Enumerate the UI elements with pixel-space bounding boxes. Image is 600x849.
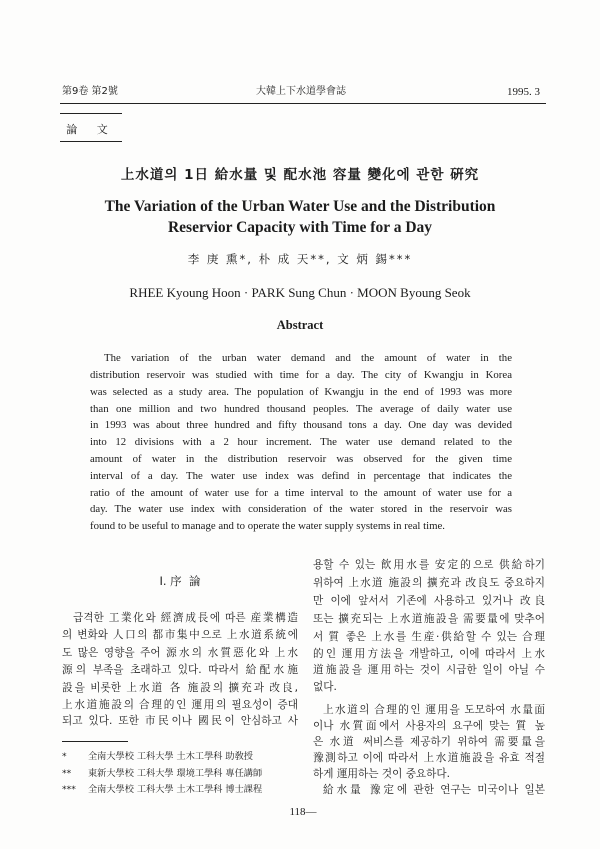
body-line: 이나 水質面에서 사용자의 요구에 맞는 質 높 <box>313 720 545 732</box>
body-line: 없다. <box>313 681 337 693</box>
footnote-mark: ** <box>62 768 72 779</box>
footnote-text: 全南大學校 工科大學 土木工學科 博士課程 <box>88 784 263 795</box>
section-label-top-rule <box>60 113 122 114</box>
journal-volume: 第9卷 第2號 <box>62 86 118 97</box>
body-line: 的인 運用方法을 개발하고, 이에 따라서 上水 <box>313 648 545 660</box>
abstract-line: was selected as a study area. The population of Kwangju in the end of 1993 was more <box>90 386 512 398</box>
body-line: 豫測하고 이에 따라서 上水道施設을 유효 적절 <box>313 752 545 764</box>
footnote <box>62 751 253 763</box>
footnote <box>62 784 262 796</box>
body-line: 용할 수 있는 飮用水를 安定的으로 供給하기 <box>313 559 545 571</box>
footnote-text: 全南大學校 工科大學 土木工學科 助敎授 <box>88 751 253 762</box>
abstract-line: day. The water use index with consideration of the water stored in the reservoir was <box>90 503 512 515</box>
body-line: 하게 運用하는 것이 중요하다. <box>313 768 450 780</box>
title-english-line-2: Reservior Capacity with Time for a Day <box>167 219 433 236</box>
header-rule <box>60 103 546 104</box>
abstract-line: found to be useful to manage and to operate the water supply systems in real time. <box>90 520 446 532</box>
journal-date: 1995. 3 <box>507 86 540 98</box>
abstract-line: amount of water in the distribution reservoir was observed for the given time <box>90 453 512 465</box>
footnote-rule <box>62 741 128 742</box>
title-english <box>0 196 600 238</box>
body-line: 되고 있다. 또한 市民이나 國民이 안심하고 사 <box>62 715 298 727</box>
abstract-line: The variation of the urban water demand and the amount of water in the <box>104 352 512 364</box>
abstract-line: into 12 divisions with a 2 hour increment. The water use demand related to the <box>90 436 512 448</box>
body-line: 上水道의 合理的인 運用을 도모하여 水量面 <box>323 704 545 716</box>
page-number: 118— <box>289 806 317 818</box>
body-line: 上水道施設의 合理的인 運用의 필요성이 증대 <box>62 699 298 711</box>
authors-english: RHEE Kyoung Hoon · PARK Sung Chun · MOON Byoung Seok <box>129 285 471 300</box>
title-korean: 上水道의 1日 給水量 및 配水池 容量 變化에 관한 硏究 <box>120 167 480 183</box>
section-heading-introduction: Ⅰ. 序 論 <box>159 574 201 588</box>
body-line: 設을 비롯한 上水道 各 施設의 擴充과 改良, <box>62 682 298 694</box>
body-line: 만 이에 앞서서 기존에 사용하고 있거나 改良 <box>313 595 545 607</box>
authors-korean: 李 庚 熏*, 朴 成 天**, 文 炳 錫*** <box>187 252 413 266</box>
abstract-line: than one million and two hundred thousand peoples. The average of daily water use <box>90 403 512 415</box>
body-line: 源의 부족을 초래하고 있다. 따라서 給配水施 <box>62 664 298 676</box>
body-line: 은 水道 써비스를 제공하기 위하여 需要量을 <box>313 736 545 748</box>
footnote-mark: *** <box>62 784 76 795</box>
body-line: 급격한 工業化와 經濟成長에 따른 産業構造 <box>73 612 298 624</box>
body-line: 또는 擴充되는 上水道施設을 需要量에 맞추어 <box>313 613 545 625</box>
footnote-mark: * <box>62 751 67 762</box>
body-line: 위하여 上水道 施設의 擴充과 改良도 중요하지 <box>313 577 545 589</box>
body-line: 의 변화와 人口의 都市集中으로 上水道系統에 <box>62 629 298 641</box>
section-label: 論 文 <box>66 123 116 136</box>
abstract-line: distribution reservoir was studied with time for a day. The city of Kwangju in Korea <box>90 369 512 381</box>
abstract-line: interval of a day. The water use index was defind in percentage that indicates the <box>90 470 512 482</box>
footnote-text: 東新大學校 工科大學 環境工學科 專任講師 <box>88 768 263 779</box>
title-english-line-1: The Variation of the Urban Water Use and the Distribution <box>104 198 496 215</box>
body-line: 給水量 豫定에 관한 연구는 미국이나 일본 <box>323 784 545 796</box>
body-line: 서 質 좋은 上水를 生産·供給할 수 있는 合理 <box>313 631 545 643</box>
journal-name: 大韓上下水道學會誌 <box>256 86 346 97</box>
abstract-heading: Abstract <box>276 318 324 332</box>
abstract-line: in 1993 was about three hundred and fifty thousand tons a day. One day was devided <box>90 419 512 431</box>
body-line: 道施設을 運用하는 것이 시급한 일이 아닐 수 <box>313 664 545 676</box>
body-line: 도 많은 영향을 주어 源水의 水質惡化와 上水 <box>62 647 298 659</box>
abstract-line: ratio of the amount of water use for a time interval to the amount of water use for a <box>90 487 512 499</box>
section-label-bottom-rule <box>60 141 122 142</box>
footnote <box>62 768 262 780</box>
